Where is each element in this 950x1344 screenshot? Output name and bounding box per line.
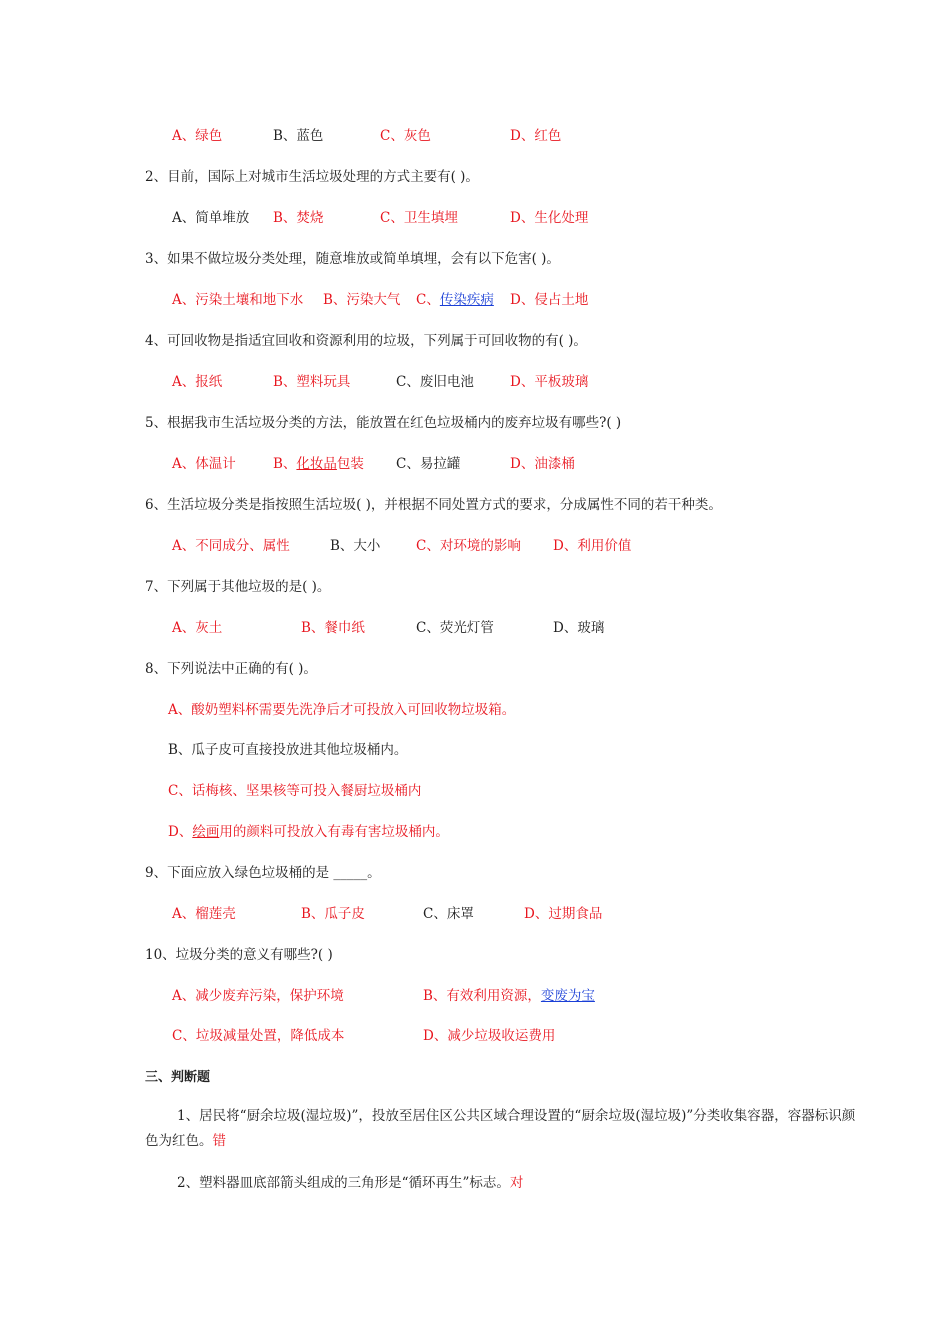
- q3-option-a: A、污染土壤和地下水: [172, 292, 304, 308]
- q9-option-b: B、瓜子皮: [301, 906, 365, 922]
- judgment-item-2-text: 2、塑料器皿底部箭头组成的三角形是“循环再生”标志。: [177, 1175, 510, 1191]
- q8-option-c: C、话梅核、坚果核等可投入餐厨垃圾桶内: [168, 783, 422, 799]
- q3-option-c: [416, 290, 494, 310]
- q5-option-c: C、易拉罐: [396, 456, 461, 472]
- q6-option-d: D、利用价值: [553, 538, 632, 554]
- q6-option-a: A、不同成分、属性: [172, 538, 290, 554]
- q4-option-a: A、报纸: [172, 374, 223, 390]
- q2-option-d: D、生化处理: [510, 210, 589, 226]
- q9-option-d: D、过期食品: [524, 906, 603, 922]
- q10-stem: 10、垃圾分类的意义有哪些?( ): [145, 947, 333, 963]
- q2-option-a: A、简单堆放: [172, 210, 250, 226]
- q10-option-b-prefix: B、有效利用资源，: [423, 988, 541, 1004]
- q9-stem: 9、下面应放入绿色垃圾桶的是 _____。: [145, 865, 381, 881]
- q3-option-c-prefix: C、: [416, 292, 440, 308]
- q8-option-d-underlined: 绘画: [192, 824, 220, 840]
- q9-option-a: A、榴莲壳: [172, 906, 236, 922]
- q6-stem: 6、生活垃圾分类是指按照生活垃圾( )，并根据不同处置方式的要求，分成属性不同的若干种类。: [145, 497, 722, 513]
- q8-option-d: [168, 822, 449, 842]
- q7-option-b: B、餐巾纸: [301, 620, 365, 636]
- q5-option-b-prefix: B、: [273, 456, 297, 472]
- q10-option-b-link[interactable]: 变废为宝: [540, 988, 595, 1004]
- q4-option-c: C、废旧电池: [396, 374, 474, 390]
- q6-option-b: B、大小: [330, 538, 381, 554]
- q8-option-d-prefix: D、: [168, 824, 193, 840]
- q10-option-c: C、垃圾减量处置，降低成本: [172, 1028, 345, 1044]
- q1-option-d: D、红色: [510, 128, 562, 144]
- q7-option-d: D、玻璃: [553, 620, 605, 636]
- q9-option-c: C、床罩: [423, 906, 474, 922]
- q5-option-b: [273, 454, 364, 474]
- q1-option-a: A、绿色: [172, 128, 223, 144]
- q2-option-c: C、卫生填埋: [380, 210, 458, 226]
- q10-option-a: A、减少废弃污染，保护环境: [172, 988, 344, 1004]
- q2-option-b: B、焚烧: [273, 210, 324, 226]
- q6-option-c: C、对环境的影响: [416, 538, 521, 554]
- q8-option-a: A、酸奶塑料杯需要先洗净后才可投放入可回收物垃圾箱。: [168, 702, 516, 718]
- q3-option-b: B、污染大气: [323, 292, 401, 308]
- q4-option-b: B、塑料玩具: [273, 374, 351, 390]
- q8-option-d-suffix: 用的颜料可投放入有毒有害垃圾桶内。: [219, 824, 449, 840]
- section-title: 三、判断题: [145, 1070, 211, 1085]
- q1-option-c: C、灰色: [380, 128, 431, 144]
- q5-stem: 5、根据我市生活垃圾分类的方法，能放置在红色垃圾桶内的废弃垃圾有哪些?( ): [145, 415, 622, 431]
- q4-stem: 4、可回收物是指适宜回收和资源利用的垃圾，下列属于可回收物的有( )。: [145, 333, 587, 349]
- judgment-item-1-text: 1、居民将“厨余垃圾(湿垃圾)”，投放至居住区公共区域合理设置的“厨余垃圾(湿垃圾)”分类收集容器，容器标识颜色为红色。: [145, 1108, 856, 1149]
- q5-option-b-underlined: 化妆品: [296, 456, 337, 472]
- q2-stem: 2、目前，国际上对城市生活垃圾处理的方式主要有( )。: [145, 169, 479, 185]
- judgment-item-1: [145, 1104, 863, 1154]
- q7-option-a: A、灰土: [172, 620, 223, 636]
- q7-stem: 7、下列属于其他垃圾的是( )。: [145, 579, 331, 595]
- q10-option-d: D、减少垃圾收运费用: [423, 1028, 556, 1044]
- q1-option-b: B、蓝色: [273, 128, 324, 144]
- judgment-item-2-answer: 对: [509, 1175, 524, 1191]
- q4-option-d: D、平板玻璃: [510, 374, 589, 390]
- q8-stem: 8、下列说法中正确的有( )。: [145, 661, 317, 677]
- q5-option-a: A、体温计: [172, 456, 236, 472]
- q3-option-d: D、侵占土地: [510, 292, 589, 308]
- q3-stem: 3、如果不做垃圾分类处理，随意堆放或简单填埋，会有以下危害( )。: [145, 251, 560, 267]
- q3-option-c-link[interactable]: 传染疾病: [439, 292, 494, 308]
- judgment-item-2: [177, 1173, 523, 1193]
- q5-option-b-suffix: 包装: [336, 456, 364, 472]
- q7-option-c: C、荧光灯管: [416, 620, 494, 636]
- q10-option-b: [423, 986, 595, 1006]
- judgment-item-1-answer: 错: [212, 1133, 226, 1149]
- q5-option-d: D、油漆桶: [510, 456, 575, 472]
- q8-option-b: B、瓜子皮可直接投放进其他垃圾桶内。: [168, 742, 408, 758]
